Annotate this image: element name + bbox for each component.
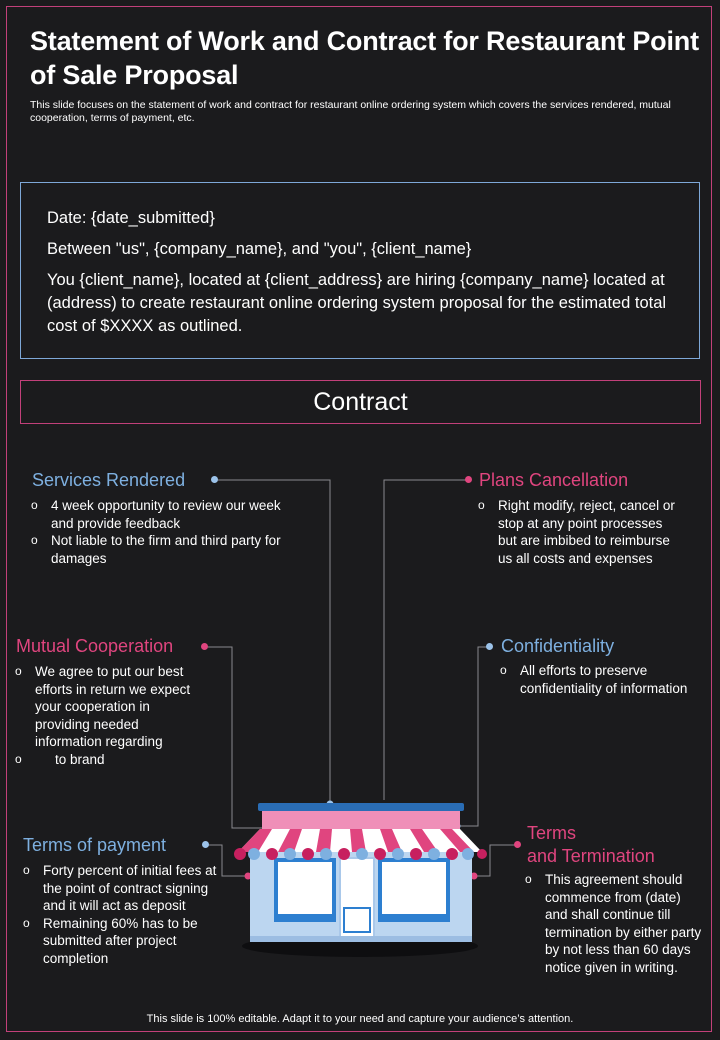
- confidentiality-dot: [486, 643, 493, 650]
- page-subtitle: This slide focuses on the statement of work and contract for restaurant online ordering system which covers the services rendered, mutual cooperation, terms of payment, etc.: [30, 99, 671, 124]
- list-item: o Remaining 60% has to be submitted after project completion: [23, 915, 228, 968]
- list-item: o This agreement should commence from (date) and shall continue till termination by either party by not less than 60 days notice given in writing.: [525, 871, 705, 976]
- terms-of-payment-dot: [202, 841, 209, 848]
- plans-cancellation-heading: Plans Cancellation: [479, 470, 629, 490]
- plans-cancellation-dot: [465, 476, 472, 483]
- info-body: You {client_name}, located at {client_address} are hiring {company_name} located at (address) to create restaurant online ordering system proposal for the estimated total cost of $XXXX as outlined.: [47, 271, 667, 335]
- mutual-cooperation-dot: [201, 643, 208, 650]
- page-title: Statement of Work and Contract for Restaurant Point of Sale Proposal: [30, 26, 699, 90]
- services-rendered-heading: Services Rendered: [32, 470, 186, 490]
- list-item: o 4 week opportunity to review our week and provide feedback: [31, 497, 291, 532]
- services-rendered-dot: [211, 476, 218, 483]
- contract-heading: Contract: [20, 380, 701, 424]
- mutual-cooperation-heading: Mutual Cooperation: [16, 636, 174, 656]
- list-item: o to brand: [15, 751, 205, 769]
- confidentiality-list: [500, 662, 705, 697]
- list-item: o Forty percent of initial fees at the point of contract signing and it will act as deposit: [23, 862, 228, 915]
- terms-termination-heading-line2: and Termination: [527, 846, 655, 866]
- list-item: o Not liable to the firm and third party for damages: [31, 532, 291, 567]
- terms-of-payment-list: [23, 862, 228, 967]
- list-item: o Right modify, reject, cancel or stop at any point processes but are imbibed to reimburse us all costs and expenses: [478, 497, 678, 567]
- terms-termination-dot: [514, 841, 521, 848]
- footer-note: This slide is 100% editable. Adapt it to your need and capture your audience’s attention.: [146, 1013, 574, 1025]
- mutual-cooperation-list: [15, 663, 205, 768]
- storefront-icon: [228, 796, 492, 960]
- between-line: Between "us", {company_name}, and "you", {client_name}: [47, 240, 472, 258]
- date-line: Date: {date_submitted}: [47, 209, 215, 227]
- plans-cancellation-list: [478, 497, 678, 567]
- terms-termination-heading-line1: Terms: [527, 823, 576, 843]
- terms-termination-list: [525, 871, 705, 976]
- list-item: o We agree to put our best efforts in return we expect your cooperation in providing needed information regarding: [15, 663, 205, 751]
- list-item: o All efforts to preserve confidentiality of information: [500, 662, 705, 697]
- terms-of-payment-heading: Terms of payment: [23, 835, 167, 855]
- services-rendered-list: [31, 497, 291, 567]
- confidentiality-heading: Confidentiality: [501, 636, 615, 656]
